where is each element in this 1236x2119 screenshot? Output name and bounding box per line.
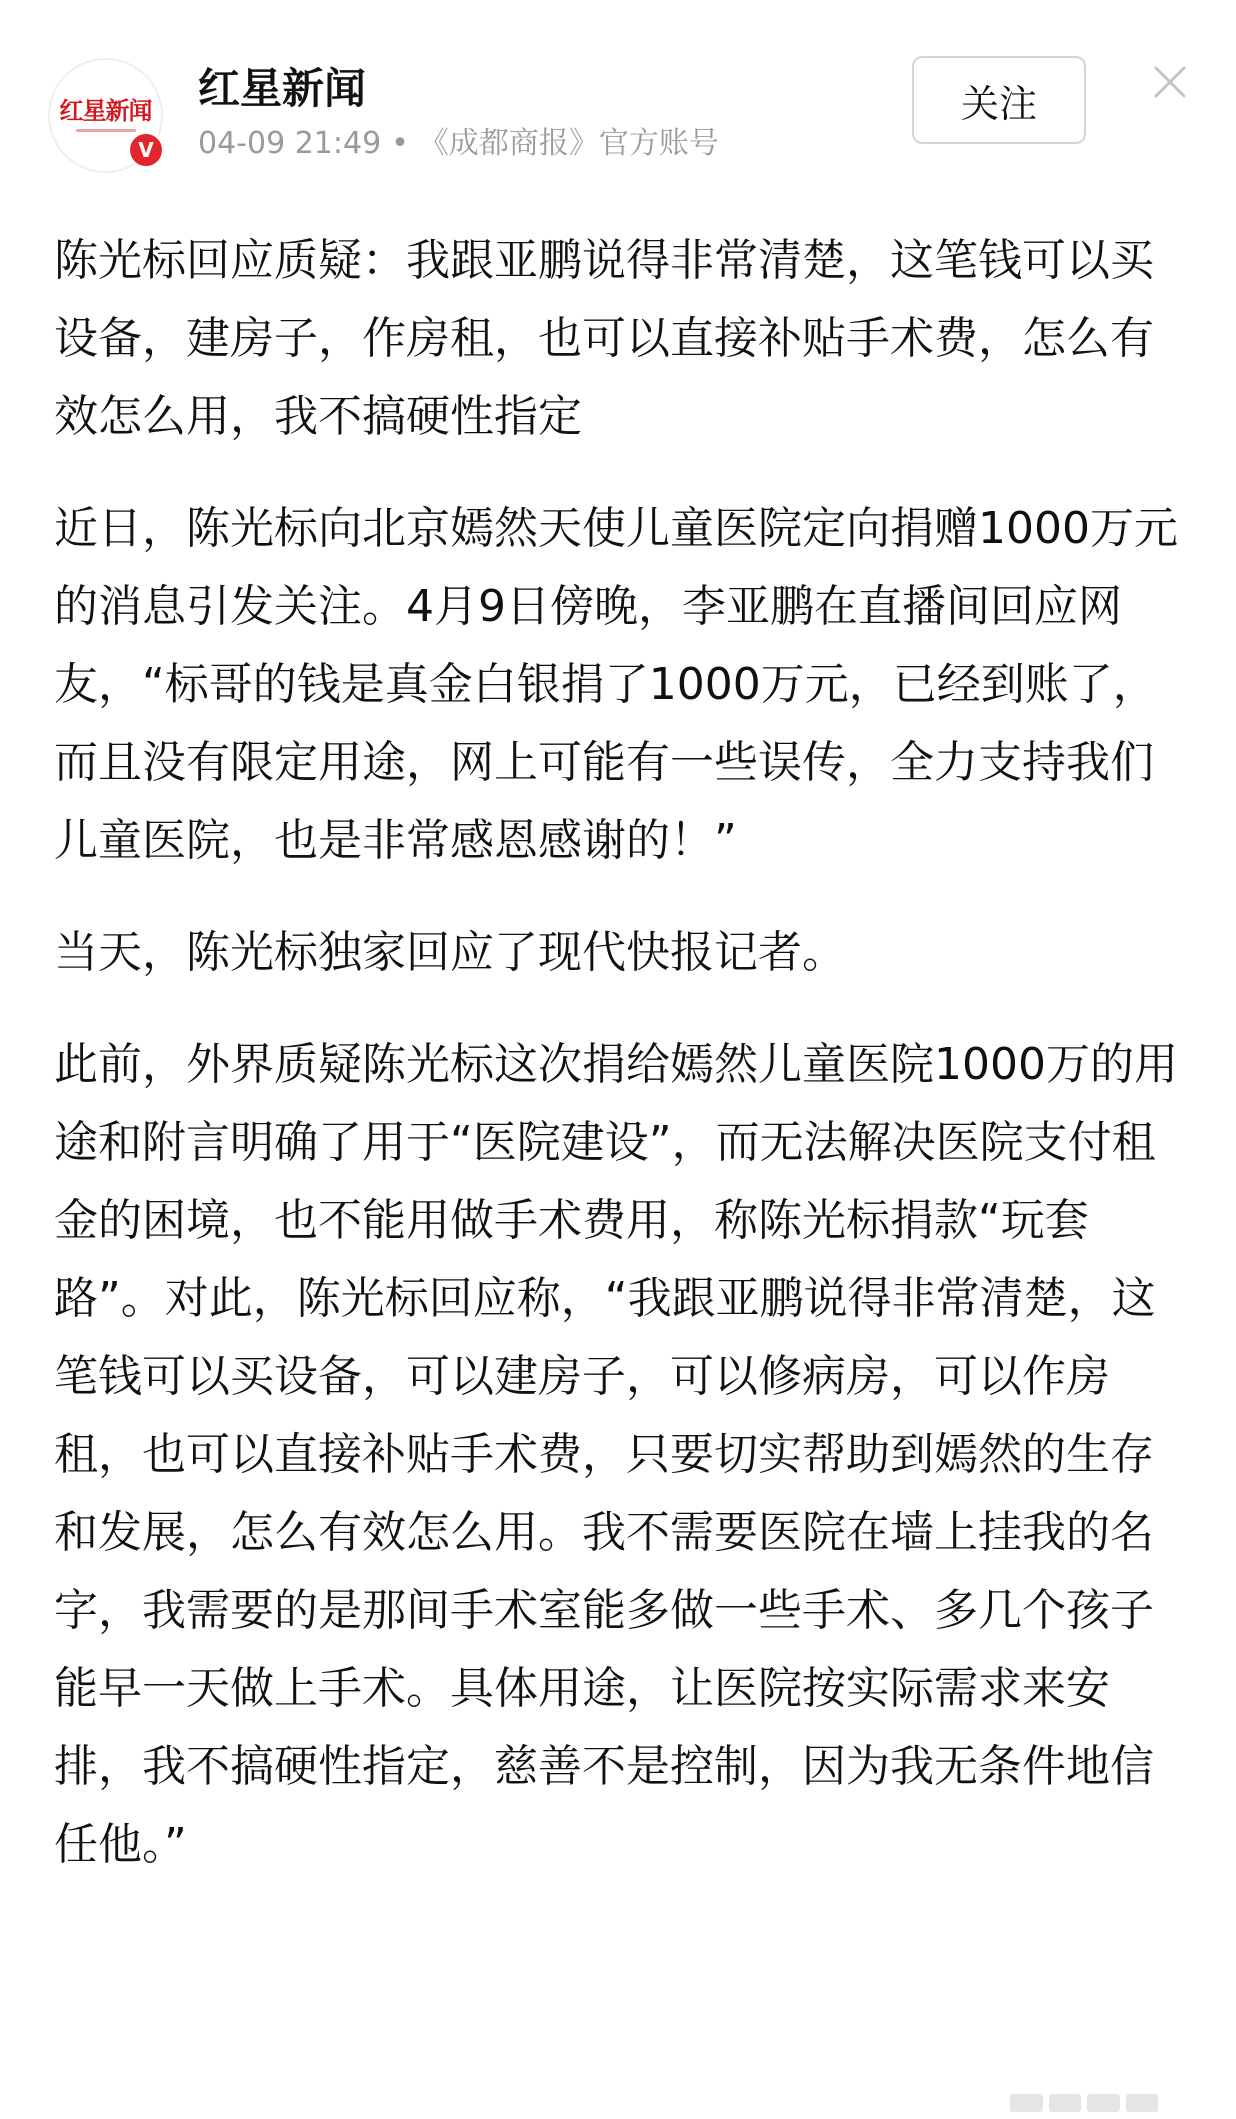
article-paragraph: 当天，陈光标独家回应了现代快报记者。 [54,927,846,978]
account-name[interactable]: 红星新闻 [198,64,367,113]
watermark-segment [1087,2094,1120,2112]
meta-separator: • [391,126,409,161]
close-icon[interactable] [1150,62,1190,102]
article-paragraph: 近日，陈光标向北京嫣然天使儿童医院定向捐赠1000万元的消息引发关注。4月9日傍晚，李亚鹏在直播间回应网友，“标哥的钱是真金白银捐了1000万元，已经到账了，而且没有限定用途，网上可能有一些误传，全力支持我们儿童医院，也是非常感恩感谢的！” [54,503,1178,866]
watermark-segment [1126,2094,1159,2112]
verified-badge-icon: V [127,131,165,169]
avatar-logo-underline [76,129,136,132]
post-meta [198,126,719,162]
image-watermark-strip [1010,2094,1158,2112]
follow-button[interactable]: 关注 [912,56,1086,144]
post-timestamp: 04-09 21:49 [198,126,382,161]
watermark-segment [1010,2094,1043,2112]
article-paragraph: 此前，外界质疑陈光标这次捐给嫣然儿童医院1000万的用途和附言明确了用于“医院建设”，而无法解决医院支付租金的困境，也不能用做手术费用，称陈光标捐款“玩套路”。对此，陈光标回应称，“我跟亚鹏说得非常清楚，这笔钱可以买设备，可以建房子，可以修病房，可以作房租，也可以直接补贴手术费，只要切实帮助到嫣然的生存和发展，怎么有效怎么用。我不需要医院在墙上挂我的名字，我需要的是那间手术室能多做一些手术、多几个孩子能早一天做上手术。具体用途，让医院按实际需求来安排，我不搞硬性指定，慈善不是控制，因为我无条件地信任他。” [54,1039,1178,1870]
article-body [54,222,1184,1918]
watermark-segment [1049,2094,1082,2112]
post-source: 《成都商报》官方账号 [418,126,719,161]
avatar-logo-text: 红星新闻 [59,96,152,125]
post-header [0,0,1236,190]
avatar[interactable] [48,58,163,173]
article-headline: 陈光标回应质疑：我跟亚鹏说得非常清楚，这笔钱可以买设备，建房子，作房租，也可以直接补贴手术费，怎么有效怎么用，我不搞硬性指定 [54,235,1154,442]
